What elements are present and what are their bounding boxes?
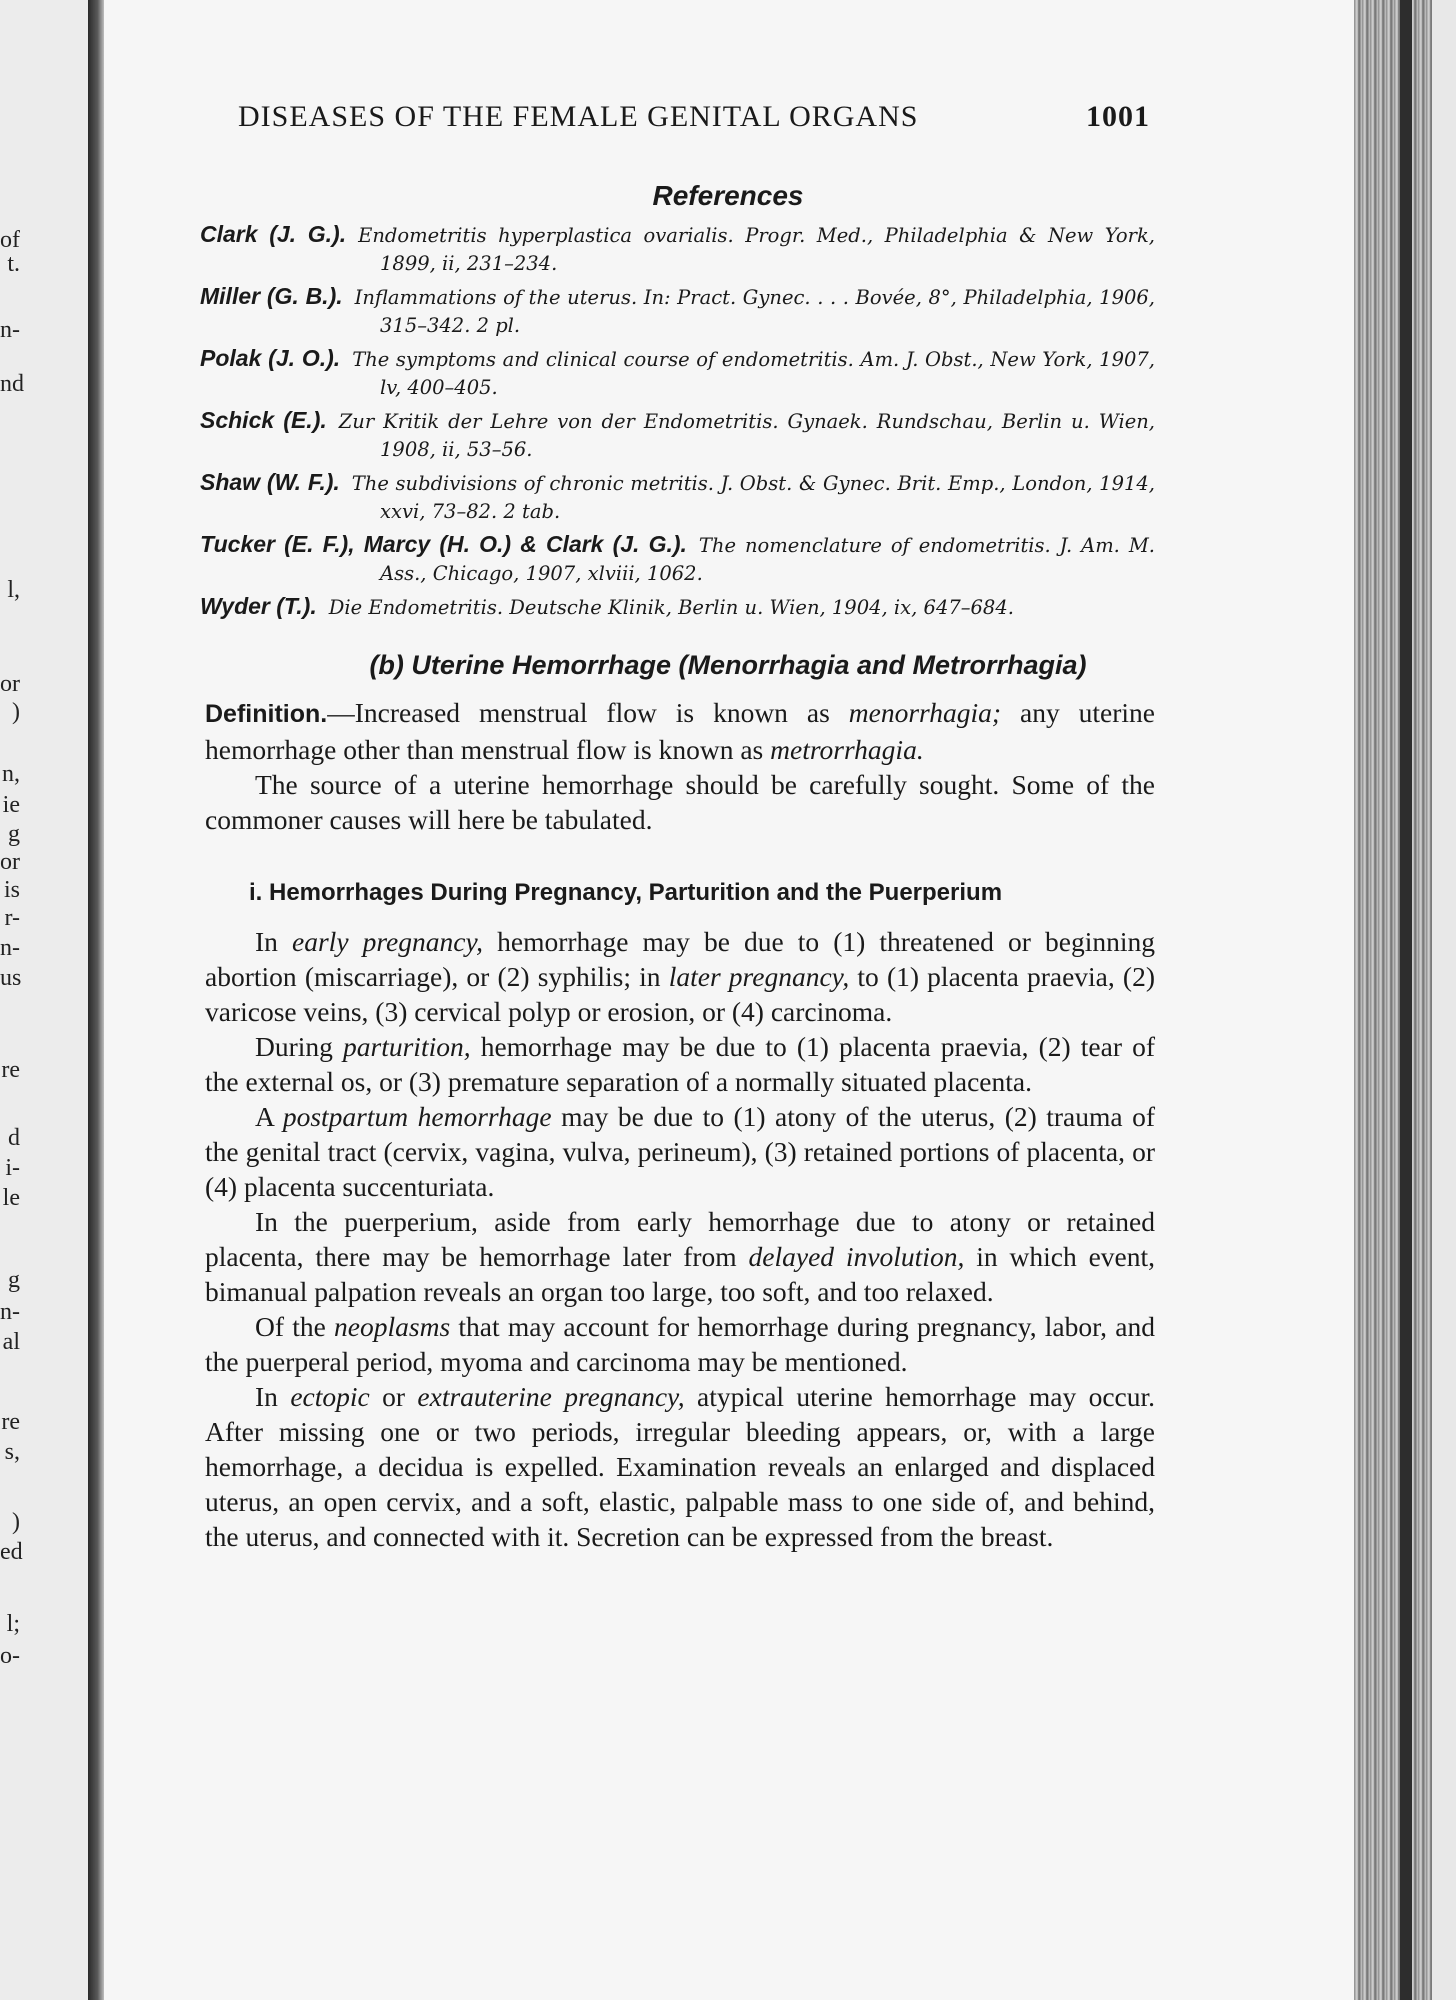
facing-page-fragment: re [1,1057,20,1083]
paragraph: Of the neoplasms that may account for hemorrhage during pregnancy, labor, and the puerperal period, myoma and carcinoma may be mentioned. [205,1311,1155,1377]
reference-entry [200,406,1155,464]
reference-citation: The symptoms and clinical course of endometritis. Am. J. Obst., New York, 1907, lv, 400–405. [352,348,1155,399]
paragraph: A postpartum hemorrhage may be due to (1) atony of the uterus, (2) trauma of the genital tract (cervix, vagina, vulva, perineum), (3) retained portions of placenta, or (4) placenta succenturiata. [205,1101,1156,1202]
facing-page-fragment: or [0,671,20,697]
reference-entry [200,530,1155,588]
section-heading: (b) Uterine Hemorrhage (Menorrhagia and Metrorrhagia) [369,650,1087,680]
facing-page-fragment: i- [5,1155,20,1181]
paragraph: The source of a uterine hemorrhage should be carefully sought. Some of the commoner causes will here be tabulated. [205,769,1155,835]
page-number: 1001 [1086,100,1150,133]
subsection-heading: i. Hemorrhages During Pregnancy, Parturition and the Puerperium [249,879,1003,906]
paragraph: In ectopic or extrauterine pregnancy, atypical uterine hemorrhage may occur. After missing one or two periods, irregular bleeding appears, or, with a large hemorrhage, a decidua is expelled. Examination reveals an enlarged and displaced uterus, an open cervix, and a soft, elastic, palpable mass to one side of, and behind, the uterus, and connected with it. Secretion can be expressed from the breast. [205,1381,1156,1552]
paragraph: During parturition, hemorrhage may be due to (1) placenta praevia, (2) tear of the external os, or (3) premature separation of a normally situated placenta. [205,1031,1155,1097]
running-head-title: DISEASES OF THE FEMALE GENITAL ORGANS [238,100,919,133]
term-menorrhagia: menorrhagia; [848,697,1002,728]
facing-page [0,0,95,2000]
facing-page-fragment: t. [7,251,20,277]
facing-page-fragment: le [2,1185,20,1211]
facing-page-fragment: s, [4,1439,20,1465]
facing-page-fragment: n- [0,935,20,961]
reference-citation: Zur Kritik der Lehre von der Endometritis. Gynaek. Rundschau, Berlin u. Wien, 1908, ii, 53–56. [338,410,1156,461]
facing-page-fragment: is [3,877,20,903]
reference-author: Wyder (T.). [200,593,317,619]
facing-page-fragment: l, [7,577,20,603]
facing-page-fragment: or [0,849,20,875]
facing-page-fragment: re [1,1409,20,1435]
reference-citation: The subdivisions of chronic metritis. J. Obst. & Gynec. Brit. Emp., London, 1914, xxvi, 73–82. 2 tab. [351,472,1155,523]
reference-citation: Endometritis hyperplastica ovarialis. Progr. Med., Philadelphia & New York, 1899, ii, 231–234. [358,224,1156,275]
reference-entry [200,344,1155,402]
facing-page-fragment: g [8,1267,20,1293]
facing-page-fragment: nd [0,371,24,397]
reference-entry [200,592,1155,622]
facing-page-fragment: g [8,821,20,847]
reference-citation: Inflammations of the uterus. In: Pract. Gynec. . . . Bovée, 8°, Philadelphia, 1906, 315–342. 2 pl. [354,286,1155,337]
paragraph: In the puerperium, aside from early hemorrhage due to atony or retained placenta, there may be hemorrhage later from delayed involution, in which event, bimanual palpation reveals an organ too large, too soft, and too relaxed. [205,1206,1156,1307]
facing-page-fragment: ) [12,699,20,725]
reference-citation: Die Endometritis. Deutsche Klinik, Berlin u. Wien, 1904, ix, 647–684. [328,596,1014,619]
reference-entry [200,468,1155,526]
reference-author: Tucker (E. F.), Marcy (H. O.) & Clark (J. G.). [200,531,687,557]
reference-citation: The nomenclature of endometritis. J. Am. M. Ass., Chicago, 1907, xlviii, 1062. [380,534,1155,585]
facing-page-fragment: n- [0,1299,20,1325]
facing-page-fragment: r- [4,905,20,931]
facing-page-fragment: ie [2,792,20,818]
definition-label: Definition. [205,700,328,728]
reference-author: Clark (J. G.). [200,221,347,247]
facing-page-fragment: d [8,1125,20,1151]
facing-page-fragment: l; [6,1611,20,1637]
facing-page-fragment: ) [12,1509,20,1535]
reference-entry [200,220,1155,278]
definition-paragraph: Definition.—Increased menstrual flow is known as menorrhagia; any uterine hemorrhage other than menstrual flow is known as metrorrhagia. [205,697,1155,765]
reference-author: Shaw (W. F.). [200,469,340,495]
references-list [200,220,1155,626]
term-metrorrhagia: metrorrhagia. [770,734,924,765]
page-edges [1354,0,1456,2000]
facing-page-fragment: ed [0,1539,23,1565]
references-heading: References [652,180,804,211]
reference-entry [200,282,1155,340]
book-gutter [88,0,104,2000]
facing-page-fragment: n- [0,317,20,343]
reference-author: Polak (J. O.). [200,345,341,371]
facing-page-fragment: of [0,227,20,253]
reference-author: Miller (G. B.). [200,283,343,309]
paragraph: In early pregnancy, hemorrhage may be due to (1) threatened or beginning abortion (miscarriage), or (2) syphilis; in later pregnancy, to (1) placenta praevia, (2) varicose veins, (3) cervical polyp or erosion, or (4) carcinoma. [205,926,1155,1027]
reference-author: Schick (E.). [200,407,327,433]
facing-page-fragment: o- [0,1643,20,1669]
facing-page-fragment: al [2,1329,20,1355]
body-text [205,695,1155,1554]
facing-page-fragment: n, [2,761,20,787]
facing-page-fragment: us [0,965,22,991]
